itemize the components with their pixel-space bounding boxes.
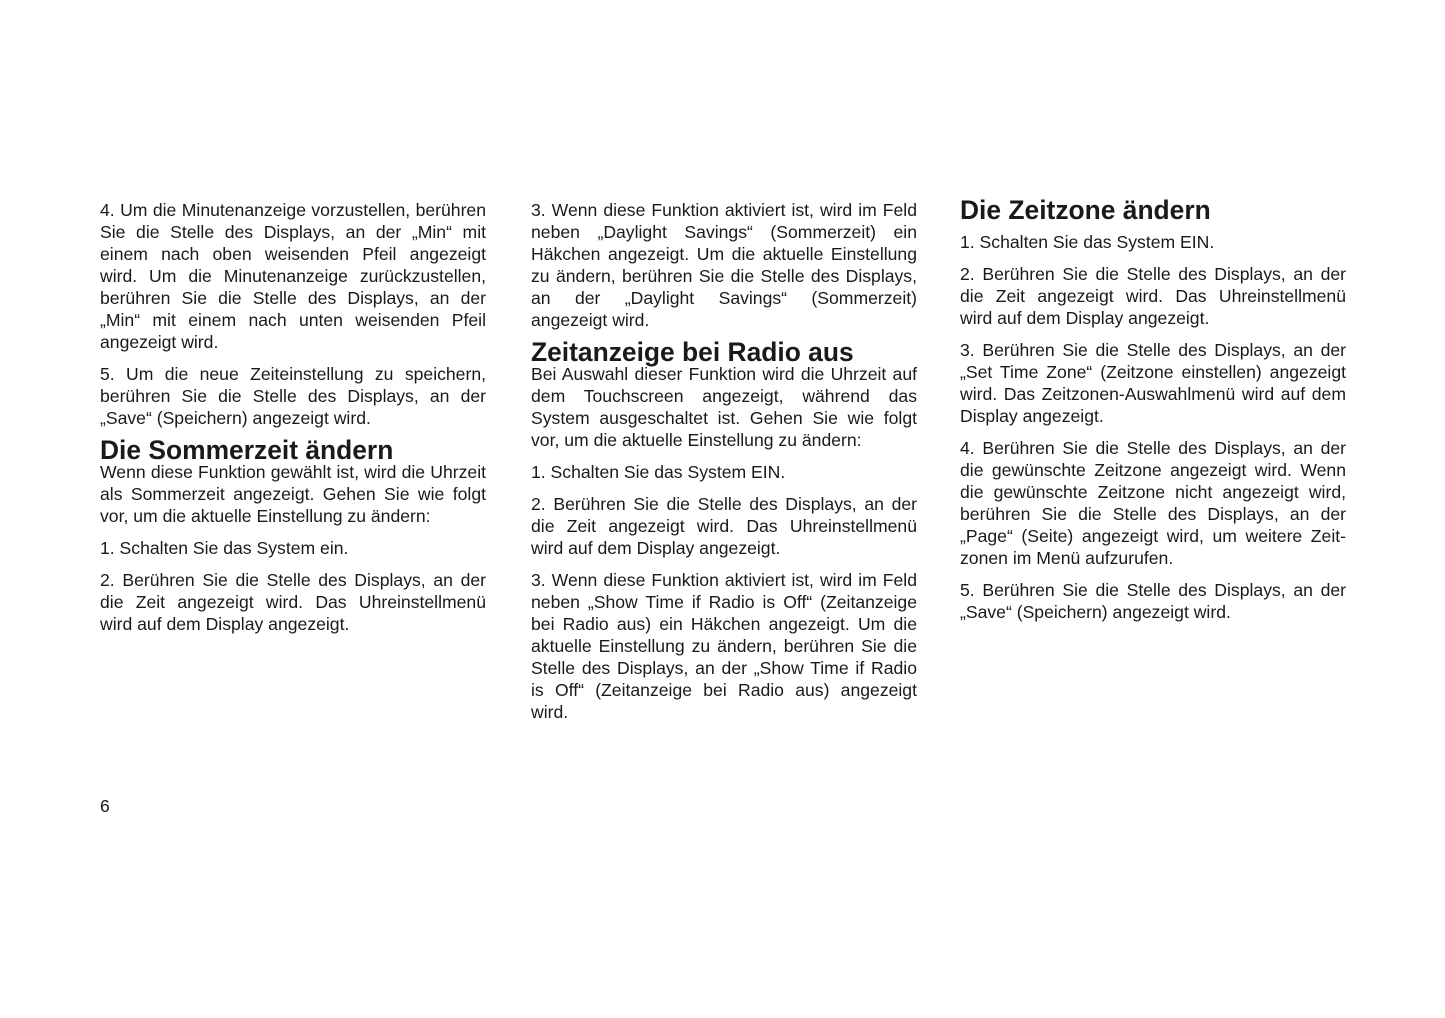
sommerzeit-step-1: 1. Schalten Sie das System ein.	[100, 538, 349, 558]
heading-zeitanzeige-radio-aus: Zeitanzeige bei Radio aus	[531, 337, 854, 367]
radio-aus-step-1: 1. Schalten Sie das System EIN.	[531, 462, 786, 482]
heading-zeitzone: Die Zeitzone ändern	[960, 195, 1211, 225]
sommerzeit-step-2: 2. Berühren Sie die Stelle des Displays, an der die Zeit angezeigt wird. Das Uhreinstellmenü wird auf dem Display angezeigt.	[100, 570, 486, 634]
zeitzone-step-3: 3. Berühren Sie die Stelle des Displays, an der „Set Time Zone“ (Zeitzone einstellen) angezeigt wird. Das Zeitzonen-Auswahlmenü wird auf dem Display angezeigt.	[960, 340, 1346, 426]
zeitzone-step-2: 2. Berühren Sie die Stelle des Displays, an der die Zeit angezeigt wird. Das Uhreinstellmenü wird auf dem Display angezeigt.	[960, 264, 1346, 328]
radio-aus-intro: Bei Auswahl dieser Funktion wird die Uhrzeit auf dem Touchscreen angezeigt, während das System ausgeschaltet ist. Gehen Sie wie folgt vor, um die aktuelle Einstellung zu ändern:	[531, 364, 917, 450]
radio-aus-step-3: 3. Wenn diese Funktion aktiviert ist, wird im Feld neben „Show Time if Radio is Off“ (Zeitanzeige bei Radio aus) ein Häkchen angezeigt. Um die aktuelle Einstellung zu ändern, berühren Sie die Stelle des Displays, an der „Show Time if Radio is Off“ (Zeitanzeige bei Radio aus) angezeigt wird.	[531, 570, 917, 722]
zeitzone-step-5: 5. Berühren Sie die Stelle des Displays, an der „Save“ (Speichern) angezeigt wird.	[960, 580, 1346, 622]
sommerzeit-intro: Wenn diese Funktion gewählt ist, wird die Uhrzeit als Sommerzeit angezeigt. Gehen Sie wie folgt vor, um die aktuelle Einstellung zu ändern:	[100, 462, 486, 526]
heading-sommerzeit: Die Sommerzeit ändern	[100, 435, 394, 465]
zeitzone-step-4: 4. Berühren Sie die Stelle des Displays, an der die gewünschte Zeitzone angezeigt wird. Wenn die gewünschte Zeitzone nicht angezeigt wird, berühren Sie die Stelle des Displays, an der „Page“ (Seite) angezeigt wird, um weitere Zeitzonen im Menü aufzurufen.	[960, 438, 1346, 568]
column-right	[960, 195, 1346, 633]
radio-aus-step-2: 2. Berühren Sie die Stelle des Displays, an der die Zeit angezeigt wird. Das Uhreinstellmenü wird auf dem Display angezeigt.	[531, 494, 917, 558]
sommerzeit-step-3: 3. Wenn diese Funktion aktiviert ist, wird im Feld neben „Daylight Savings“ (Sommerzeit) ein Häkchen angezeigt. Um die aktuelle Einstellung zu ändern, berühren Sie die Stelle des Displays, an der „Daylight Savings“ (Sommerzeit) angezeigt wird.	[531, 200, 917, 330]
column-left	[100, 199, 486, 645]
column-middle	[531, 199, 917, 733]
zeitzone-step-1: 1. Schalten Sie das System EIN.	[960, 232, 1215, 252]
page-number: 6	[100, 796, 110, 816]
step-5-save: 5. Um die neue Zeiteinstellung zu speichern, berühren Sie die Stelle des Displays, an der „Save“ (Speichern) angezeigt wird.	[100, 364, 486, 428]
step-4-minutes: 4. Um die Minutenanzeige vorzustellen, berühren Sie die Stelle des Displays, an der „Min“ mit einem nach oben weisenden Pfeil angezeigt wird. Um die Minutenanzeige zurückzustellen, berühren Sie die Stelle des Displays, an der „Min“ mit einem nach unten weisenden Pfeil angezeigt wird.	[100, 200, 486, 352]
